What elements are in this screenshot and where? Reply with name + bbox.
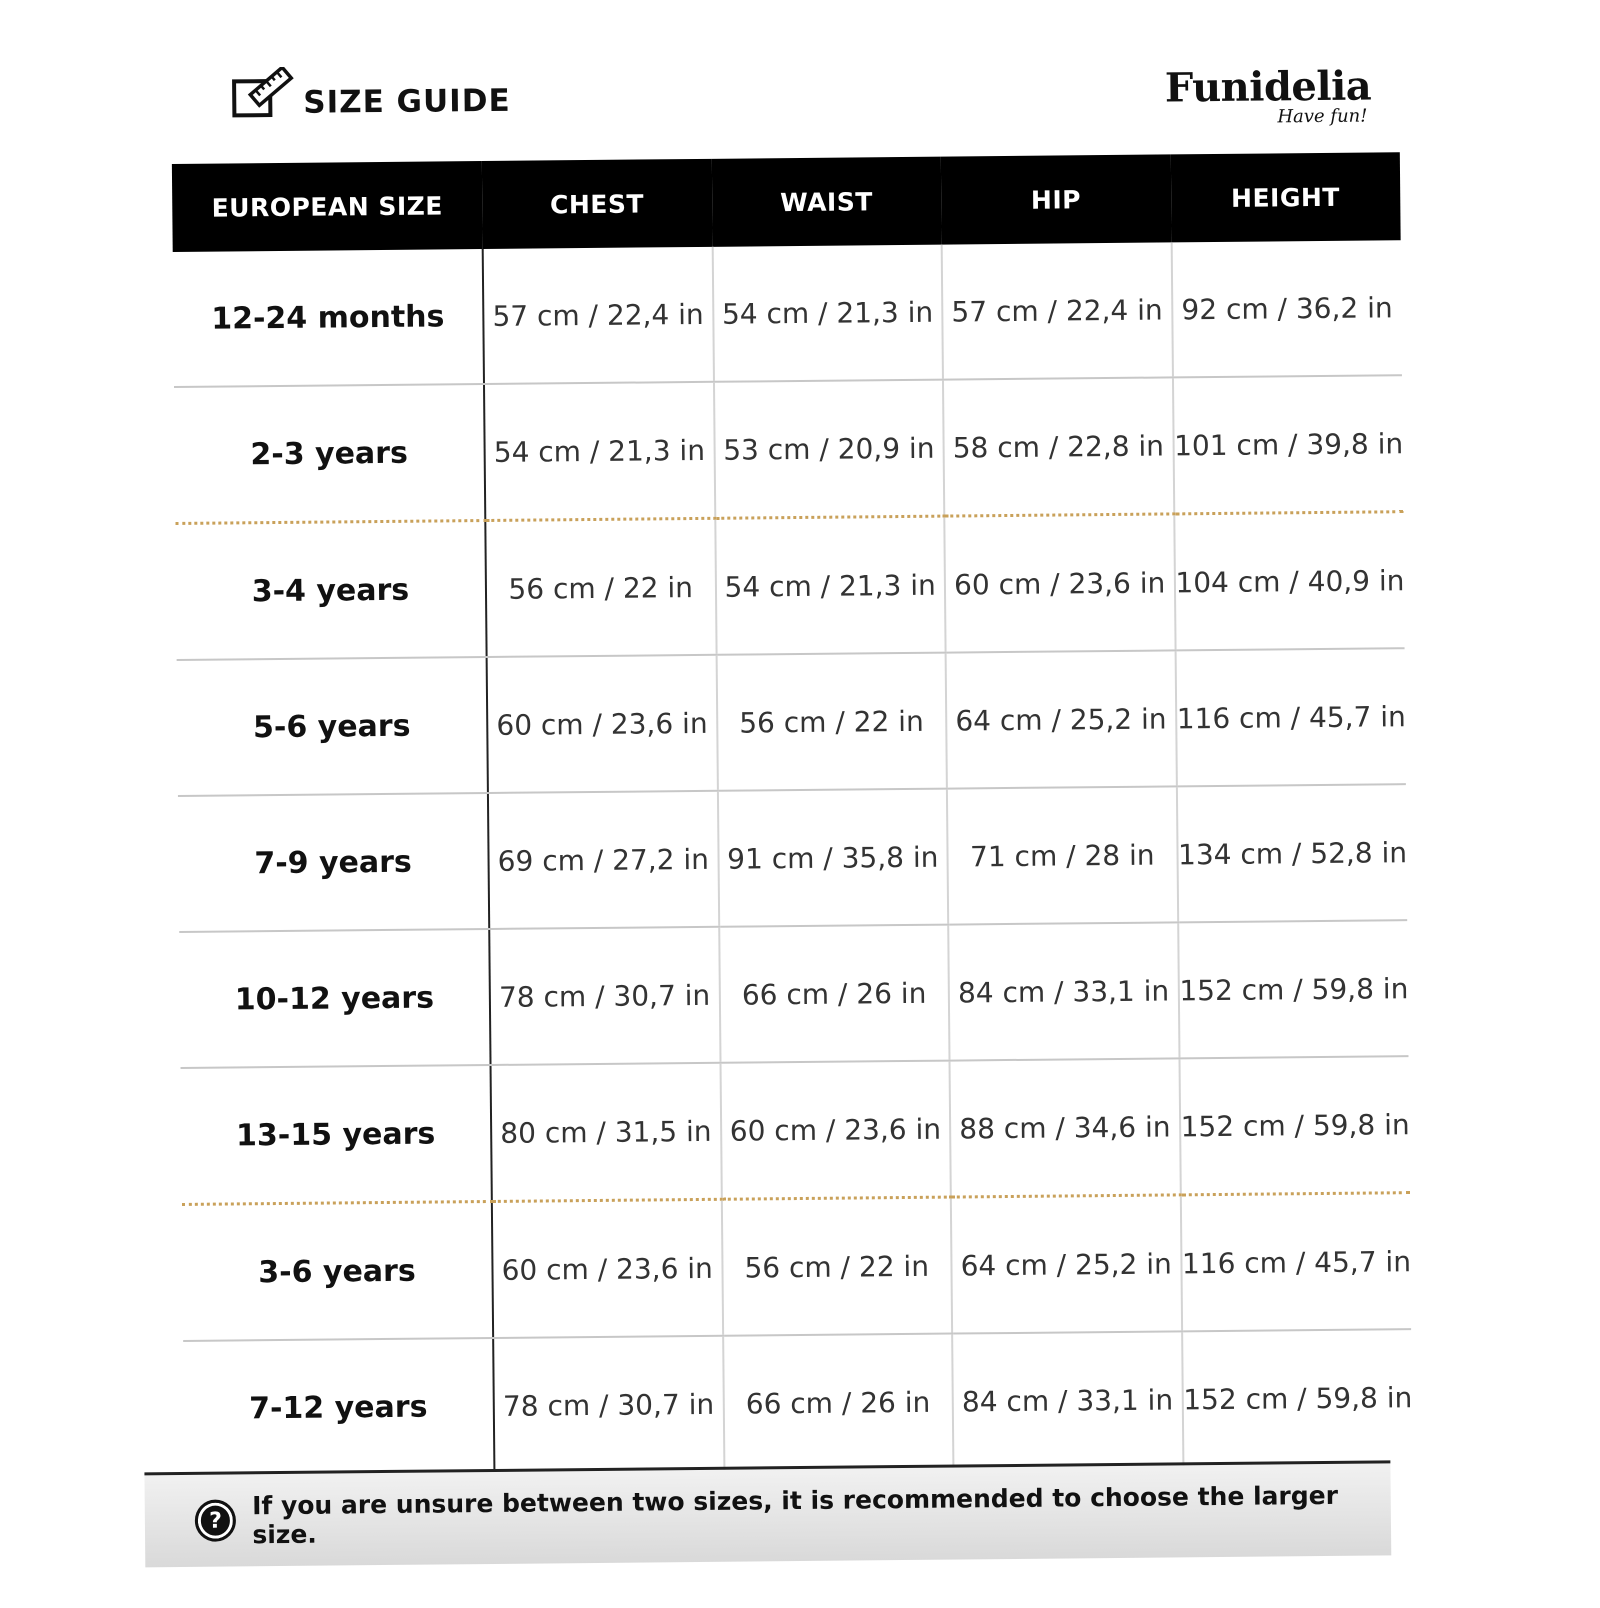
size-cell: 5-6 years: [177, 657, 488, 796]
size-cell: 3-6 years: [182, 1201, 493, 1340]
size-advice-text: If you are unsure between two sizes, it is recommended to choose the larger size.: [251, 1480, 1339, 1550]
ruler-edit-icon: [231, 67, 296, 122]
waist-cell: 56 cm / 22 in: [716, 653, 947, 791]
hip-cell: 60 cm / 23,6 in: [944, 514, 1175, 653]
column-header-waist: WAIST: [711, 157, 941, 247]
height-cell: 152 cm / 59,8 in: [1182, 1329, 1413, 1466]
size-table-wrapper: [172, 152, 1413, 1476]
height-cell: 101 cm / 39,8 in: [1172, 375, 1403, 514]
chest-cell: 78 cm / 30,7 in: [489, 927, 720, 1065]
height-cell: 152 cm / 59,8 in: [1178, 920, 1409, 1058]
size-table: [172, 152, 1413, 1476]
hip-cell: 84 cm / 33,1 in: [952, 1331, 1183, 1468]
hip-cell: 64 cm / 25,2 in: [946, 650, 1177, 788]
size-cell: 7-12 years: [183, 1338, 494, 1476]
chest-cell: 80 cm / 31,5 in: [491, 1063, 722, 1202]
height-cell: 92 cm / 36,2 in: [1171, 240, 1402, 377]
waist-cell: 56 cm / 22 in: [721, 1197, 952, 1336]
size-cell: 13-15 years: [181, 1065, 492, 1204]
chest-cell: 60 cm / 23,6 in: [487, 655, 718, 793]
brand-logo: [1165, 62, 1372, 128]
waist-cell: 66 cm / 26 in: [723, 1334, 954, 1471]
size-cell: 10-12 years: [179, 929, 490, 1068]
question-circle-icon: ?: [195, 1499, 237, 1541]
height-cell: 134 cm / 52,8 in: [1176, 784, 1407, 922]
table-row: [175, 512, 1404, 660]
waist-cell: 54 cm / 21,3 in: [712, 245, 943, 382]
size-advice-banner: [144, 1460, 1391, 1567]
chest-cell: 56 cm / 22 in: [485, 518, 716, 657]
table-row: [174, 375, 1403, 523]
table-row: [183, 1329, 1412, 1476]
table-row: [173, 240, 1402, 387]
chest-cell: 54 cm / 21,3 in: [484, 382, 715, 521]
column-header-hip: HIP: [941, 154, 1171, 244]
chest-cell: 60 cm / 23,6 in: [492, 1199, 723, 1338]
hip-cell: 71 cm / 28 in: [947, 786, 1178, 924]
size-cell: 12-24 months: [173, 249, 484, 387]
page-title: SIZE GUIDE: [303, 82, 511, 121]
hip-cell: 84 cm / 33,1 in: [948, 922, 1179, 1060]
size-cell: 7-9 years: [178, 793, 489, 932]
hip-cell: 64 cm / 25,2 in: [951, 1195, 1182, 1334]
hip-cell: 57 cm / 22,4 in: [942, 242, 1173, 379]
chest-cell: 78 cm / 30,7 in: [502, 1387, 715, 1423]
waist-cell: 91 cm / 35,8 in: [717, 789, 948, 927]
height-cell: 116 cm / 45,7 in: [1180, 1193, 1411, 1332]
chest-cell: 57 cm / 22,4 in: [483, 247, 714, 384]
column-header-european-size: EUROPEAN SIZE: [172, 161, 483, 252]
size-cell: 2-3 years: [174, 384, 485, 523]
table-row: [177, 648, 1406, 796]
table-row: [182, 1193, 1411, 1341]
table-row: [178, 784, 1407, 932]
brand-name: Funidelia: [1164, 62, 1372, 112]
chest-cell: 69 cm / 27,2 in: [488, 791, 719, 929]
size-guide-header: [231, 56, 1382, 157]
column-header-height: HEIGHT: [1170, 152, 1400, 242]
table-row: [181, 1056, 1410, 1204]
hip-cell: 88 cm / 34,6 in: [950, 1058, 1181, 1197]
brand-tagline: Have fun!: [1277, 105, 1368, 128]
waist-cell: 66 cm / 26 in: [719, 925, 950, 1063]
hip-cell: 58 cm / 22,8 in: [943, 377, 1174, 516]
height-cell: 116 cm / 45,7 in: [1175, 648, 1406, 786]
table-header-row: [172, 152, 1401, 252]
waist-cell: 54 cm / 21,3 in: [715, 516, 946, 655]
column-header-chest: CHEST: [482, 159, 712, 249]
waist-cell: 53 cm / 20,9 in: [713, 380, 944, 519]
height-cell: 104 cm / 40,9 in: [1174, 512, 1405, 651]
size-cell: 3-4 years: [175, 521, 486, 660]
height-cell: 152 cm / 59,8 in: [1179, 1056, 1410, 1195]
waist-cell: 60 cm / 23,6 in: [720, 1061, 951, 1200]
table-row: [179, 920, 1408, 1068]
